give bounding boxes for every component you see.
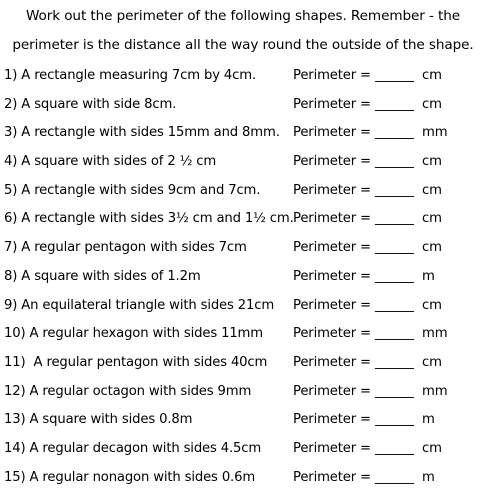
question-row (0, 378, 486, 407)
answer-blank: Perimeter = ______ (293, 469, 414, 485)
answer-blank: Perimeter = ______ (293, 412, 414, 428)
question-text: 11) A regular pentagon with sides 40cm (4, 354, 268, 370)
answer-unit: mm (422, 125, 448, 141)
question-row (0, 205, 486, 234)
question-text: 13) A square with sides 0.8m (4, 412, 193, 428)
question-text: 2) A square with side 8cm. (4, 96, 177, 112)
question-text: 7) A regular pentagon with sides 7cm (4, 240, 247, 256)
instructions (0, 2, 486, 60)
question-text: 6) A rectangle with sides 3½ cm and 1½ cm. (4, 211, 294, 227)
answer-unit: mm (422, 383, 448, 399)
answer-unit: cm (422, 297, 442, 313)
question-text: 12) A regular octagon with sides 9mm (4, 383, 252, 399)
answer-blank: Perimeter = ______ (293, 383, 414, 399)
answer-unit: mm (422, 326, 448, 342)
answer-blank: Perimeter = ______ (293, 154, 414, 170)
answer-blank: Perimeter = ______ (293, 440, 414, 456)
question-row (0, 263, 486, 292)
answer-unit: cm (422, 68, 442, 83)
question-row (0, 234, 486, 263)
question-text: 1) A rectangle measuring 7cm by 4cm. (4, 68, 256, 83)
answer-unit: cm (422, 240, 442, 256)
answer-unit: cm (422, 96, 442, 112)
question-row (0, 119, 486, 148)
question-text: 3) A rectangle with sides 15mm and 8mm. (4, 125, 280, 141)
answer-blank: Perimeter = ______ (293, 297, 414, 313)
answer-unit: m (422, 469, 435, 485)
answer-blank: Perimeter = ______ (293, 211, 414, 227)
answer-unit: cm (422, 211, 442, 227)
question-text: 15) A regular nonagon with sides 0.6m (4, 469, 256, 485)
question-text: 14) A regular decagon with sides 4.5cm (4, 440, 262, 456)
question-row (0, 91, 486, 120)
answer-unit: cm (422, 440, 442, 456)
question-row (0, 148, 486, 177)
question-text: 9) An equilateral triangle with sides 21cm (4, 297, 275, 313)
question-row (0, 406, 486, 435)
answer-blank: Perimeter = ______ (293, 96, 414, 112)
question-row (0, 320, 486, 349)
question-row (0, 349, 486, 378)
answer-unit: cm (422, 154, 442, 170)
answer-blank: Perimeter = ______ (293, 240, 414, 256)
question-text: 8) A square with sides of 1.2m (4, 268, 201, 284)
answer-blank: Perimeter = ______ (293, 268, 414, 284)
answer-unit: cm (422, 182, 442, 198)
answer-unit: m (422, 412, 435, 428)
question-text: 5) A rectangle with sides 9cm and 7cm. (4, 182, 261, 198)
question-text: 4) A square with sides of 2 ½ cm (4, 154, 217, 170)
question-row (0, 464, 486, 493)
answer-blank: Perimeter = ______ (293, 354, 414, 370)
instructions-line-2: perimeter is the distance all the way round the outside of the shape. (12, 37, 474, 53)
instructions-line-1: Work out the perimeter of the following shapes. Remember - the (25, 8, 461, 24)
question-row (0, 292, 486, 321)
question-row (0, 62, 486, 91)
question-list (0, 62, 486, 492)
answer-blank: Perimeter = ______ (293, 68, 414, 83)
answer-blank: Perimeter = ______ (293, 326, 414, 342)
question-row (0, 435, 486, 464)
answer-unit: cm (422, 354, 442, 370)
answer-blank: Perimeter = ______ (293, 182, 414, 198)
question-row (0, 177, 486, 206)
answer-blank: Perimeter = ______ (293, 125, 414, 141)
answer-unit: m (422, 268, 435, 284)
question-text: 10) A regular hexagon with sides 11mm (4, 326, 263, 342)
